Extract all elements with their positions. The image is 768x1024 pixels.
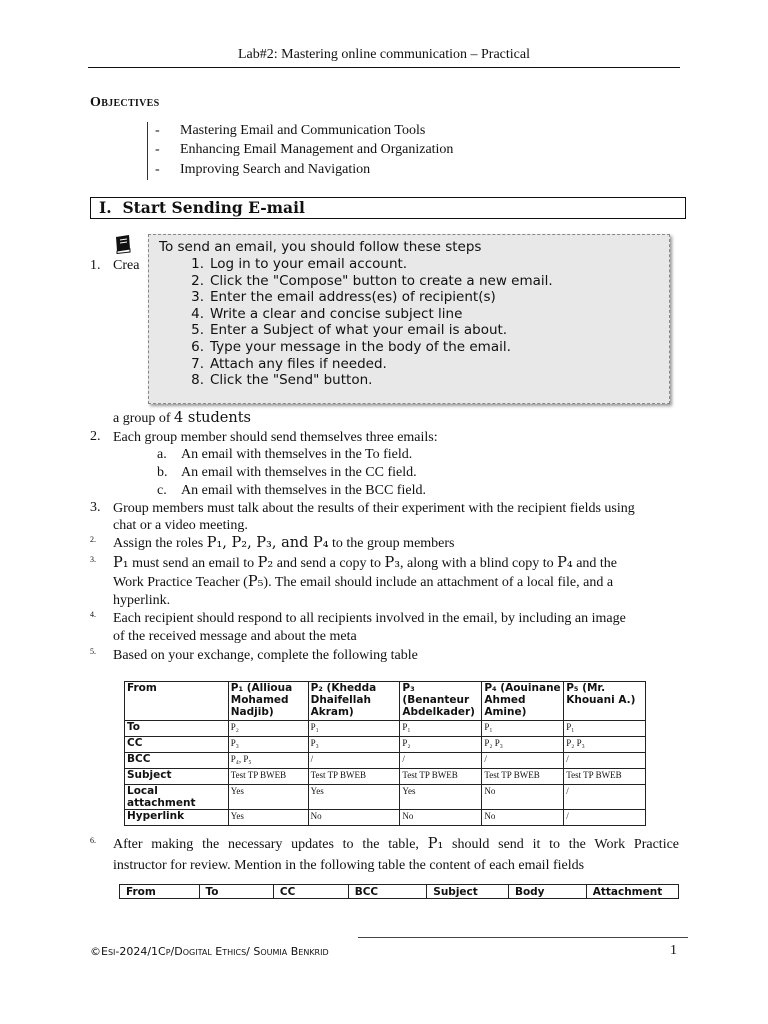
- email-content-table: [119, 884, 679, 899]
- send-table-line: instructor for review. Mention in the following table the content of each email fields: [113, 858, 585, 873]
- callout-step: 1. Log in to your email account.: [191, 256, 408, 272]
- table-row: [125, 721, 646, 737]
- table-header-row: [120, 885, 679, 899]
- list-number: 1.: [90, 258, 101, 273]
- table-header-cell: From: [120, 885, 200, 899]
- item3-line: Group members must talk about the results of their experiment with the recipient fields using: [113, 501, 635, 516]
- table-header-cell: Body: [508, 885, 586, 899]
- table-cell: P₁: [482, 721, 564, 737]
- callout-step: 3. Enter the email address(es) of recipient(s): [191, 289, 496, 305]
- table-cell: Test TP BWEB: [564, 769, 646, 785]
- item1-text-fragment: Crea: [113, 258, 140, 273]
- footer-text: ©Esi-2024/1Cp/Dogital Ethics/ Soumia Benkrid: [90, 945, 329, 958]
- objective-item: - Enhancing Email Management and Organization: [155, 142, 454, 157]
- callout-step: 8. Click the "Send" button.: [191, 372, 373, 388]
- callout-step: 6. Type your message in the body of the email.: [191, 339, 511, 355]
- table-cell: /: [400, 753, 482, 769]
- table-cell: /: [564, 785, 646, 810]
- table-header-cell: P₄ (Aouinane Ahmed Amine): [482, 682, 564, 721]
- table-row-label: Hyperlink: [125, 810, 229, 826]
- item3-line: chat or a video meeting.: [113, 518, 248, 533]
- table-row: [125, 810, 646, 826]
- objectives-heading: Objectives: [90, 95, 160, 110]
- table-cell: Test TP BWEB: [228, 769, 308, 785]
- list-number: 2.: [90, 535, 96, 544]
- table-row-label: Subject: [125, 769, 229, 785]
- table-row: [125, 753, 646, 769]
- callout-intro: To send an email, you should follow these steps: [159, 239, 482, 255]
- list-number: 2.: [90, 429, 101, 444]
- item2-text: Each group member should send themselves three emails:: [113, 430, 438, 445]
- page-number: 1: [670, 943, 677, 958]
- table-header-cell: To: [199, 885, 273, 899]
- table-cell: Yes: [400, 785, 482, 810]
- table-intro: Based on your exchange, complete the following table: [113, 648, 418, 663]
- table-row-label: Local attachment: [125, 785, 229, 810]
- table-cell: P₂: [400, 737, 482, 753]
- table-cell: P₁: [400, 721, 482, 737]
- table-cell: Yes: [228, 810, 308, 826]
- email-fields-table: [124, 681, 646, 826]
- steps-callout: [148, 234, 670, 404]
- table-header-cell: P₂ (Khedda Dhaifellah Akram): [308, 682, 400, 721]
- callout-step: 2. Click the "Compose" button to create a new email.: [191, 273, 553, 289]
- roles-text: Assign the roles P₁, P₂, P₃, and P₄ to the group members: [113, 535, 455, 551]
- table-cell: Yes: [308, 785, 400, 810]
- list-number: 4.: [90, 610, 96, 619]
- table-cell: P₂: [228, 721, 308, 737]
- item1-continuation: a group of 4 students: [113, 410, 251, 426]
- table-cell: P₄, P₅: [228, 753, 308, 769]
- send-line: hyperlink.: [113, 593, 171, 608]
- sub-item: a. An email with themselves in the To field.: [157, 447, 413, 462]
- table-header-cell: Subject: [427, 885, 509, 899]
- table-header-cell: P₁ (Allioua Mohamed Nadjib): [228, 682, 308, 721]
- table-header-cell: P₃ (Benanteur Abdelkader): [400, 682, 482, 721]
- list-number: 6.: [90, 836, 96, 845]
- table-row-label: CC: [125, 737, 229, 753]
- list-number: 3.: [90, 555, 96, 564]
- table-header-row: [125, 682, 646, 721]
- table-cell: P₂ P₃: [482, 737, 564, 753]
- objective-item: - Improving Search and Navigation: [155, 162, 371, 177]
- table-cell: No: [400, 810, 482, 826]
- section-title: I. Start Sending E-mail: [99, 198, 305, 217]
- list-number: 3.: [90, 500, 101, 515]
- table-cell: /: [564, 810, 646, 826]
- sub-item: b. An email with themselves in the CC field.: [157, 465, 417, 480]
- table-cell: /: [308, 753, 400, 769]
- table-header-cell: Attachment: [586, 885, 678, 899]
- respond-line: Each recipient should respond to all recipients involved in the email, by including an image: [113, 611, 626, 626]
- table-header-cell: BCC: [348, 885, 427, 899]
- table-header-cell: From: [125, 682, 229, 721]
- page-header-title: Lab#2: Mastering online communication – Practical: [238, 47, 530, 62]
- header-rule: [88, 67, 680, 68]
- table-cell: Test TP BWEB: [482, 769, 564, 785]
- table-cell: P₃: [228, 737, 308, 753]
- footer-rule: [358, 937, 688, 938]
- objectives-bar: [147, 122, 148, 180]
- table-cell: No: [482, 785, 564, 810]
- send-line: P₁ must send an email to P₂ and send a copy to P₃, along with a blind copy to P₄ and the: [113, 555, 618, 571]
- callout-step: 5. Enter a Subject of what your email is about.: [191, 322, 508, 338]
- send-line: Work Practice Teacher (P₅). The email should include an attachment of a local file, and a: [113, 574, 614, 590]
- table-cell: Test TP BWEB: [308, 769, 400, 785]
- table-cell: Yes: [228, 785, 308, 810]
- objective-item: - Mastering Email and Communication Tools: [155, 123, 426, 138]
- callout-step: 7. Attach any files if needed.: [191, 356, 387, 372]
- section-heading-box: [90, 197, 686, 219]
- table-header-cell: CC: [273, 885, 348, 899]
- send-table-line: After making the necessary updates to the table, P₁ should send it to the Work Practice: [113, 836, 680, 852]
- list-number: 5.: [90, 647, 96, 656]
- table-row: [125, 769, 646, 785]
- table-cell: Test TP BWEB: [400, 769, 482, 785]
- table-cell: No: [482, 810, 564, 826]
- table-cell: No: [308, 810, 400, 826]
- book-icon: [112, 234, 134, 259]
- table-cell: P₁: [308, 721, 400, 737]
- table-header-cell: P₅ (Mr. Khouani A.): [564, 682, 646, 721]
- table-cell: P₁: [564, 721, 646, 737]
- table-cell: /: [482, 753, 564, 769]
- table-cell: P₂ P₃: [564, 737, 646, 753]
- table-row-label: BCC: [125, 753, 229, 769]
- table-row: [125, 785, 646, 810]
- table-row: [125, 737, 646, 753]
- sub-item: c. An email with themselves in the BCC field.: [157, 483, 426, 498]
- respond-line: of the received message and about the meta: [113, 629, 357, 644]
- callout-step: 4. Write a clear and concise subject line: [191, 306, 463, 322]
- table-cell: P₃: [308, 737, 400, 753]
- table-row-label: To: [125, 721, 229, 737]
- table-cell: /: [564, 753, 646, 769]
